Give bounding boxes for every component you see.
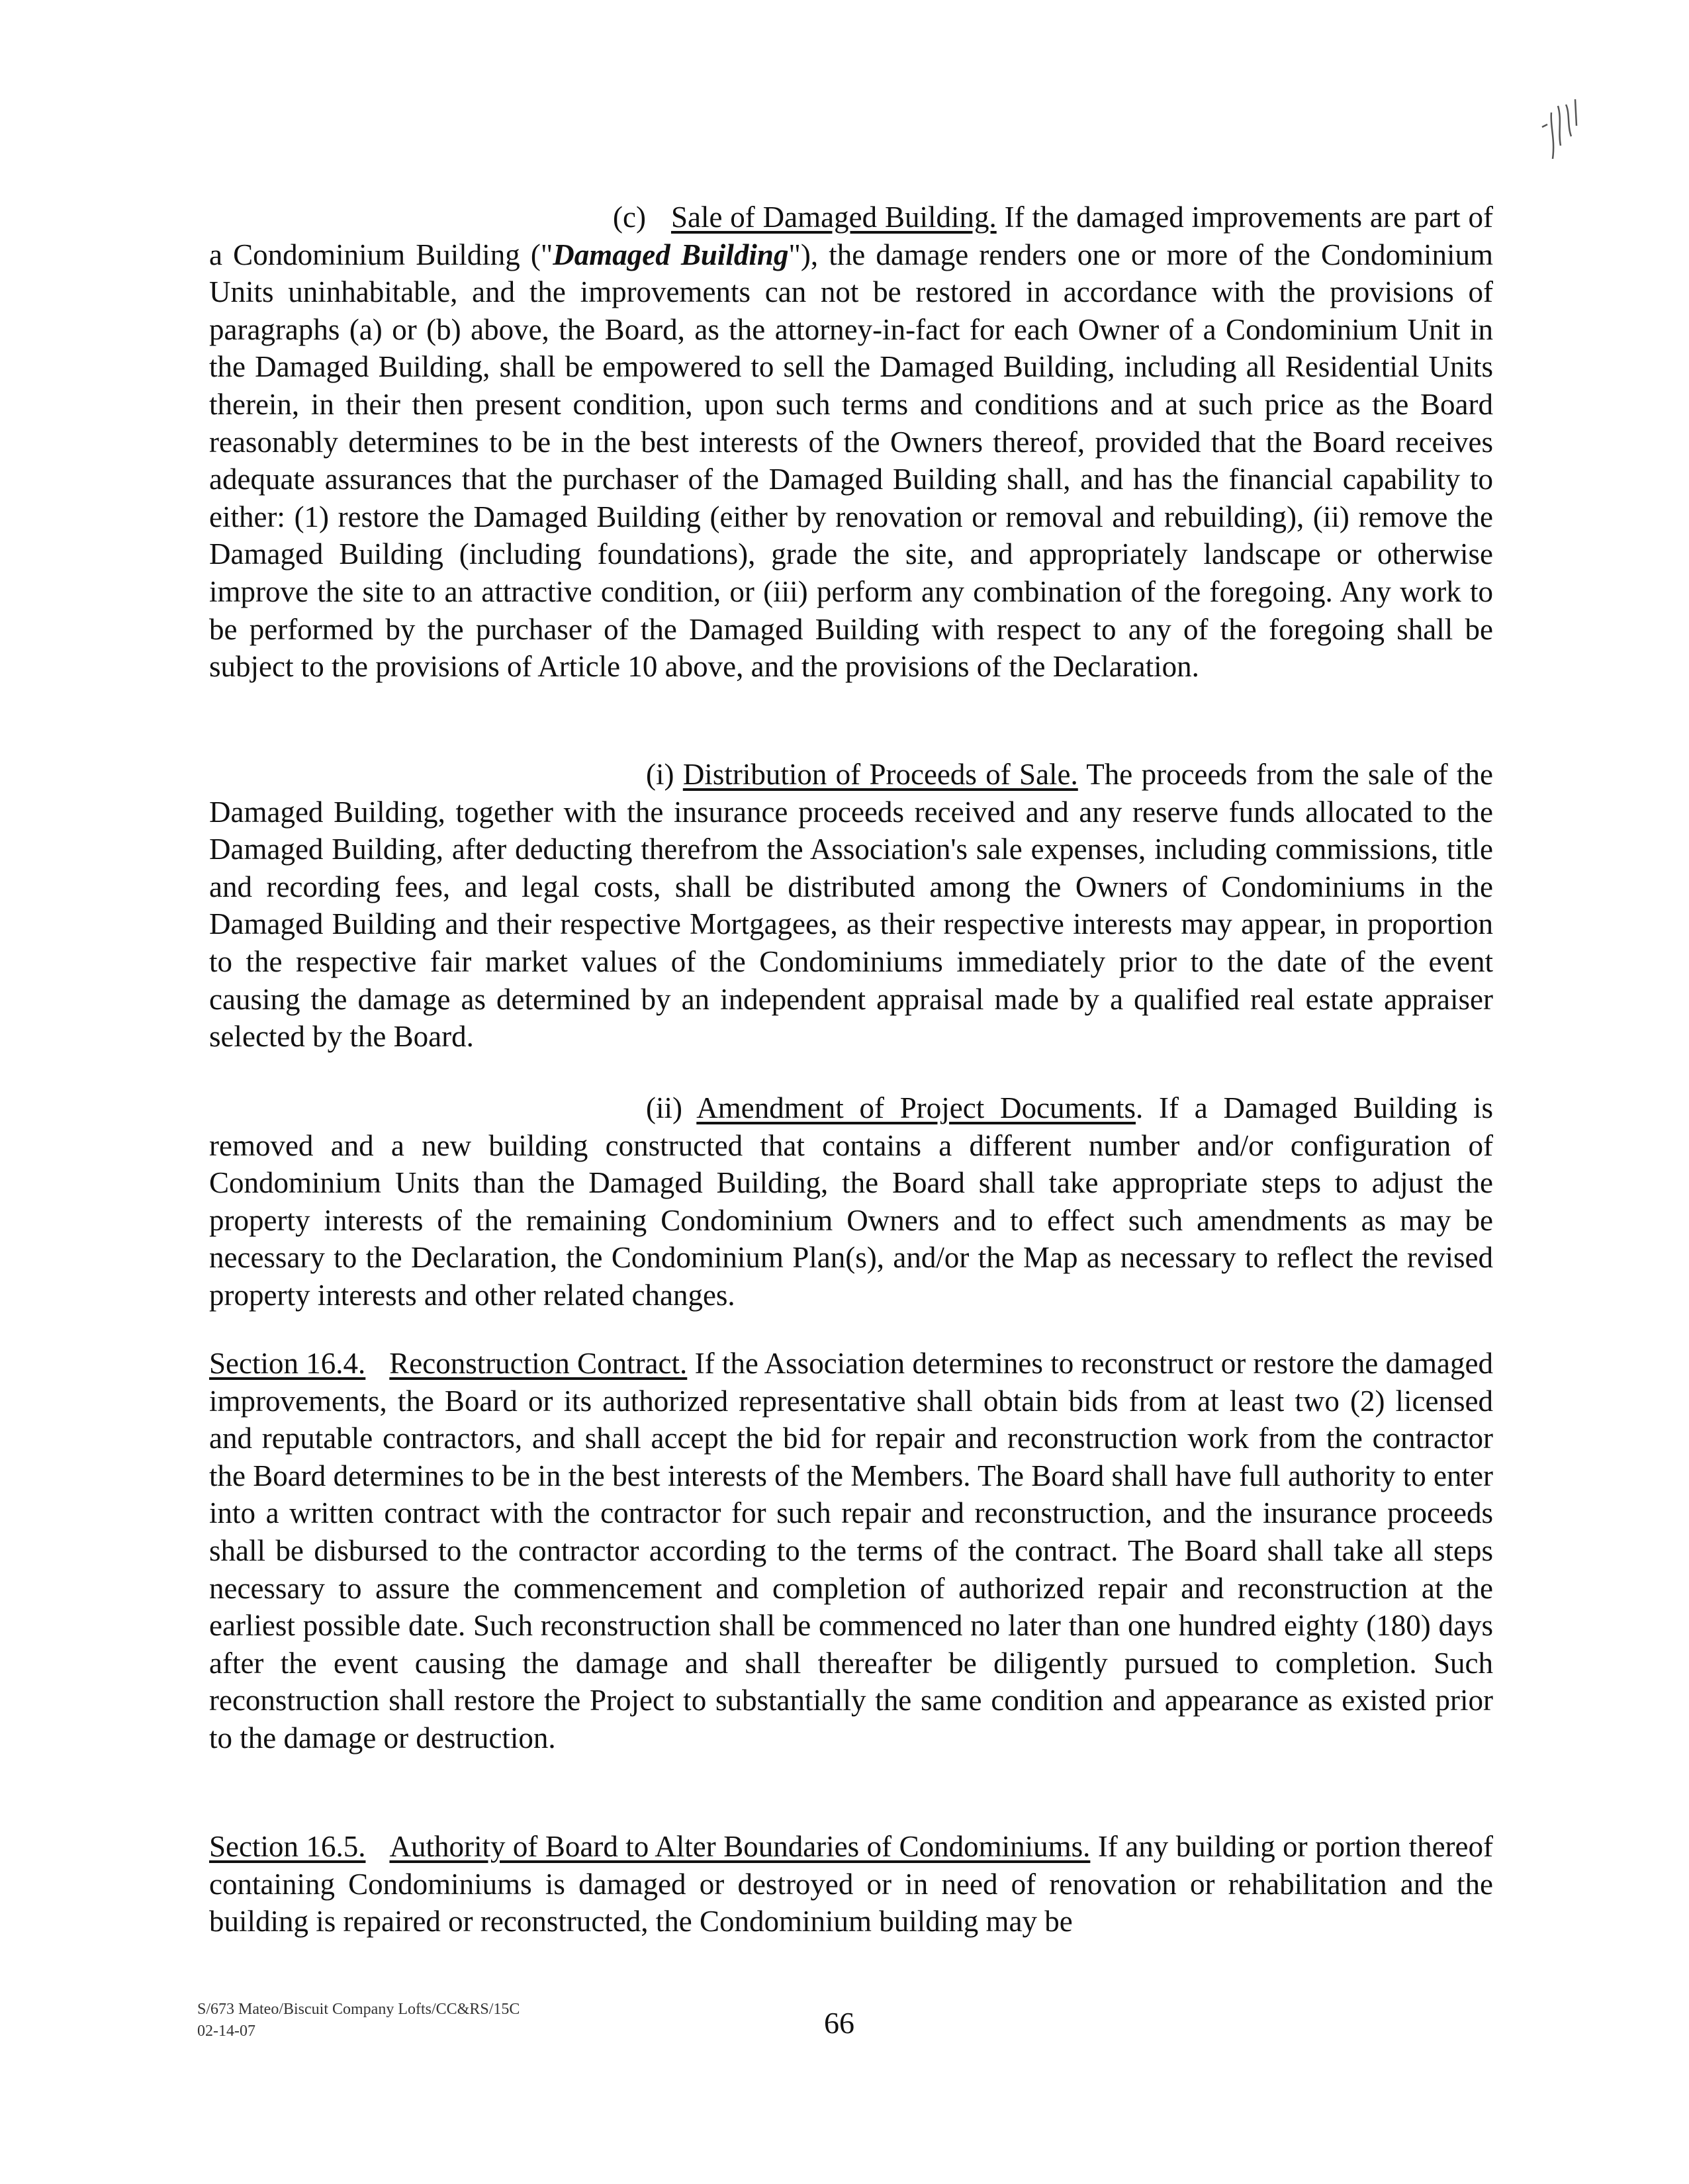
- paragraph-c-text-a: If the damaged improvements are part of a Condominium Building (": [209, 201, 1493, 271]
- subparagraph-ii-heading: Amendment of Project Documents: [696, 1091, 1136, 1124]
- section-16-5-text: If any building or portion thereof containing Condominiums is damaged or destroyed or in need of renovation or rehabilitation and the building is repaired or reconstructed, the Condominium building may be: [209, 1830, 1493, 1938]
- subparagraph-i: [209, 756, 1493, 1056]
- handwritten-initials-mark: [1535, 86, 1588, 172]
- defined-term-damaged-building: Damaged Building: [553, 238, 789, 271]
- footer-doc-reference: [197, 1999, 520, 2042]
- section-16-4-heading: Reconstruction Contract.: [389, 1347, 688, 1380]
- subparagraph-i-number: (i): [646, 758, 674, 791]
- section-16-5-number: Section 16.5.: [209, 1830, 366, 1863]
- page-number: 66: [824, 2006, 854, 2040]
- section-16-4-number: Section 16.4.: [209, 1347, 366, 1380]
- section-16-5: [209, 1828, 1493, 1940]
- subparagraph-i-heading: Distribution of Proceeds of Sale.: [682, 758, 1078, 791]
- paragraph-c: [209, 199, 1493, 686]
- section-16-4: [209, 1345, 1493, 1757]
- subparagraph-ii: [209, 1089, 1493, 1314]
- paragraph-c-number: (c): [613, 201, 646, 234]
- subparagraph-ii-number: (ii): [646, 1091, 682, 1124]
- footer-date: 02-14-07: [197, 2023, 255, 2040]
- paragraph-c-text-b: "), the damage renders one or more of the Condominium Units uninhabitable, and the improvements can not be restored in accordance with the provisions of paragraphs (a) or (b) above, the Board, as the attorney-in-fact for each Owner of a Condominium Unit in the Damaged Building, shall be empowered to sell the Damaged Building, including all Residential Units therein, in their then present condition, upon such terms and conditions and at such price as the Board reasonably determines to be in the best interests of the Owners thereof, provided that the Board receives adequate assurances that the purchaser of the Damaged Building shall, and has the financial capability to either: (1) restore the Damaged Building (either by renovation or removal and rebuilding), (ii) remove the Damaged Building (including foundations), grade the site, and appropriately landscape or otherwise improve the site to an attractive condition, or (iii) perform any combination of the foregoing. Any work to be performed by the purchaser of the Damaged Building with respect to any of the foregoing shall be subject to the provisions of Article 10 above, and the provisions of the Declaration.: [209, 238, 1493, 684]
- footer-file-path: S/673 Mateo/Biscuit Company Lofts/CC&RS/15C: [197, 2001, 520, 2018]
- subparagraph-i-text: The proceeds from the sale of the Damaged Building, together with the insurance proceeds received and any reserve funds allocated to the Damaged Building, after deducting therefrom the Association's sale expenses, including commissions, title and recording fees, and legal costs, shall be distributed among the Owners of Condominiums in the Damaged Building and their respective Mortgagees, as their respective interests may appear, in proportion to the respective fair market values of the Condominiums immediately prior to the date of the event causing the damage as determined by an independent appraisal made by a qualified real estate appraiser selected by the Board.: [209, 758, 1494, 1054]
- paragraph-c-heading: Sale of Damaged Building.: [670, 201, 997, 234]
- subparagraph-ii-text: . If a Damaged Building is removed and a new building constructed that contains a different number and/or configuration of Condominium Units than the Damaged Building, the Board shall take appropriate steps to adjust the property interests of the remaining Condominium Owners and to effect such amendments as may be necessary to the Declaration, the Condominium Plan(s), and/or the Map as necessary to reflect the revised property interests and other related changes.: [209, 1091, 1493, 1312]
- section-16-4-text: If the Association determines to reconstruct or restore the damaged improvements, the Board or its authorized representative shall obtain bids from at least two (2) licensed and reputable contractors, and shall accept the bid for repair and reconstruction work from the contractor the Board determines to be in the best interests of the Members. The Board shall have full authority to enter into a written contract with the contractor for such repair and reconstruction, and the insurance proceeds shall be disbursed to the contractor according to the terms of the contract. The Board shall take all steps necessary to assure the commencement and completion of authorized repair and reconstruction at the earliest possible date. Such reconstruction shall be commenced no later than one hundred eighty (180) days after the event causing the damage and shall thereafter be diligently pursued to completion. Such reconstruction shall restore the Project to substantially the same condition and appearance as existed prior to the damage or destruction.: [209, 1347, 1494, 1754]
- section-16-5-heading: Authority of Board to Alter Boundaries of Condominiums.: [389, 1830, 1091, 1863]
